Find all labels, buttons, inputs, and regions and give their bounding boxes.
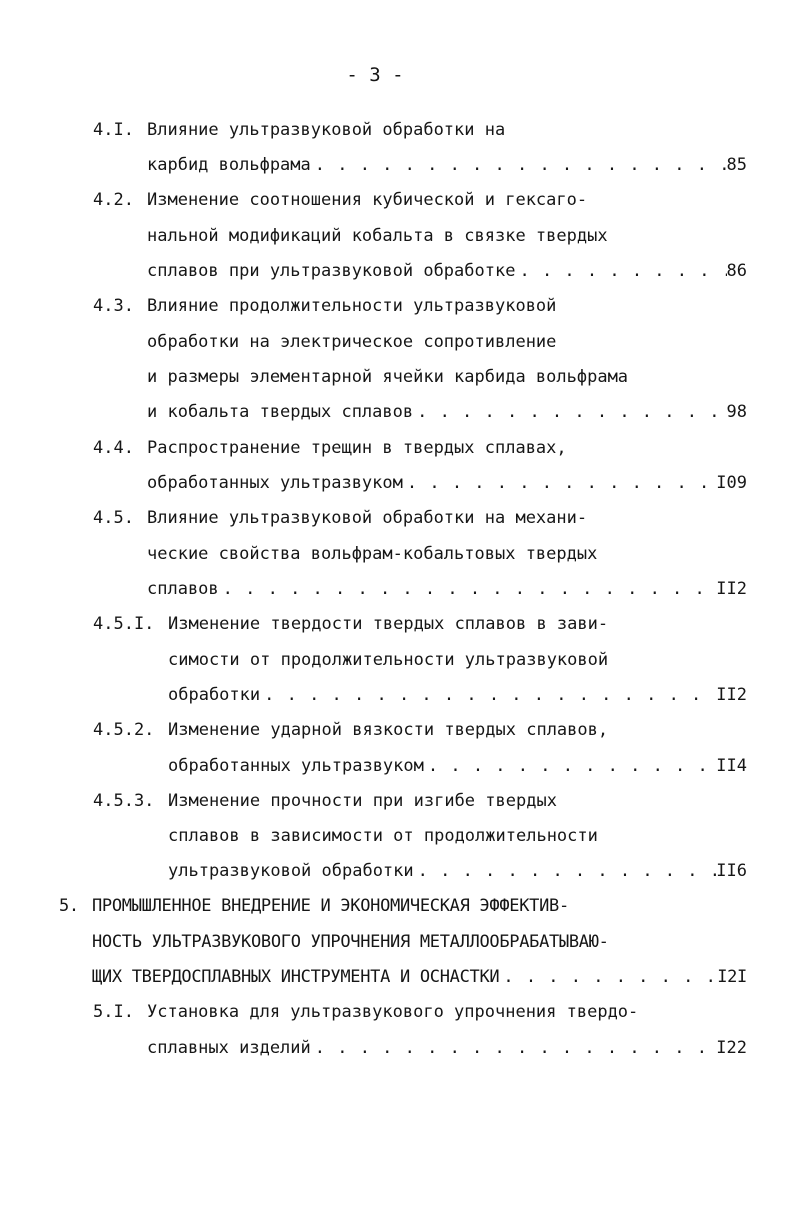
entry-page-number: II4	[716, 756, 747, 776]
entry-title-line: Изменение соотношения кубической и гексаго-	[147, 190, 588, 210]
entry-page-number: II2	[716, 579, 747, 599]
dot-leader	[219, 577, 717, 601]
entry-page-number: II6	[716, 861, 747, 881]
entry-title-line: обработки на электрическое сопротивление	[147, 332, 557, 352]
dot-leader	[403, 471, 716, 495]
entry-page-number: I22	[716, 1038, 747, 1058]
entry-title-line: ческие свойства вольфрам-кобальтовых твердых	[147, 544, 598, 564]
entry-number: 5.I.	[93, 1002, 134, 1022]
entry-number: 4.5.2.	[93, 720, 155, 740]
entry-title-line: нальной модификаций кобальта в связке твердых	[147, 226, 608, 246]
entry-title-line: Влияние ультразвуковой обработки на	[147, 120, 506, 140]
entry-number: 4.5.3.	[93, 791, 155, 811]
entry-title-line: обработанных ультразвуком	[147, 473, 403, 493]
page-number: - 3 -	[346, 64, 404, 86]
entry-number: 4.4.	[93, 438, 134, 458]
entry-title-line: и кобальта твердых сплавов	[147, 402, 414, 422]
entry-number: 4.3.	[93, 296, 134, 316]
entry-title-line: обработки	[168, 685, 261, 705]
entry-title-line: обработанных ультразвуком	[168, 756, 424, 776]
dot-leader	[499, 965, 717, 989]
entry-title-line: НОСТЬ УЛЬТРАЗВУКОВОГО УПРОЧНЕНИЯ МЕТАЛЛООБРАБАТЫВАЮ-	[92, 932, 609, 952]
entry-title-line: сплавов в зависимости от продолжительности	[168, 826, 598, 846]
entry-title-line: Распространение трещин в твердых сплавах,	[147, 438, 567, 458]
dot-leader	[311, 153, 727, 177]
entry-title-line: Установка для ультразвукового упрочнения твердо-	[147, 1002, 639, 1022]
entry-number: 4.5.I.	[93, 614, 155, 634]
entry-number: 4.5.	[93, 508, 134, 528]
dot-leader	[311, 1036, 717, 1060]
dot-leader	[515, 259, 726, 283]
entry-page-number: 98	[726, 402, 747, 422]
entry-title-line: Изменение твердости твердых сплавов в зави-	[168, 614, 609, 634]
entry-title-line: Изменение ударной вязкости твердых сплавов,	[168, 720, 609, 740]
entry-title-line: сплавов	[147, 579, 219, 599]
entry-page-number: I09	[716, 473, 747, 493]
entry-title-line: Влияние ультразвуковой обработки на механи-	[147, 508, 588, 528]
dot-leader	[260, 683, 716, 707]
entry-title-line: Изменение прочности при изгибе твердых	[168, 791, 557, 811]
dot-leader	[413, 400, 726, 424]
entry-number: 4.I.	[93, 120, 134, 140]
entry-page-number: II2	[716, 685, 747, 705]
entry-title-line: ЩИХ ТВЕРДОСПЛАВНЫХ ИНСТРУМЕНТА И ОСНАСТКИ	[92, 967, 500, 987]
entry-number: 5.	[59, 896, 79, 916]
entry-page-number: 86	[726, 261, 747, 281]
entry-title-line: Влияние продолжительности ультразвуковой	[147, 296, 557, 316]
dot-leader	[424, 754, 716, 778]
entry-page-number: 85	[726, 155, 747, 175]
entry-number: 4.2.	[93, 190, 134, 210]
entry-page-number: I2I	[717, 967, 747, 987]
entry-title-line: ПРОМЫШЛЕННОЕ ВНЕДРЕНИЕ И ЭКОНОМИЧЕСКАЯ ЭФФЕКТИВ-	[92, 896, 569, 916]
entry-title-line: симости от продолжительности ультразвуковой	[168, 650, 609, 670]
dot-leader	[414, 859, 717, 883]
entry-title-line: сплавов при ультразвуковой обработке	[147, 261, 516, 281]
entry-title-line: сплавных изделий	[147, 1038, 311, 1058]
entry-title-line: ультразвуковой обработки	[168, 861, 414, 881]
entry-title-line: карбид вольфрама	[147, 155, 311, 175]
entry-title-line: и размеры элементарной ячейки карбида вольфрама	[147, 367, 629, 387]
